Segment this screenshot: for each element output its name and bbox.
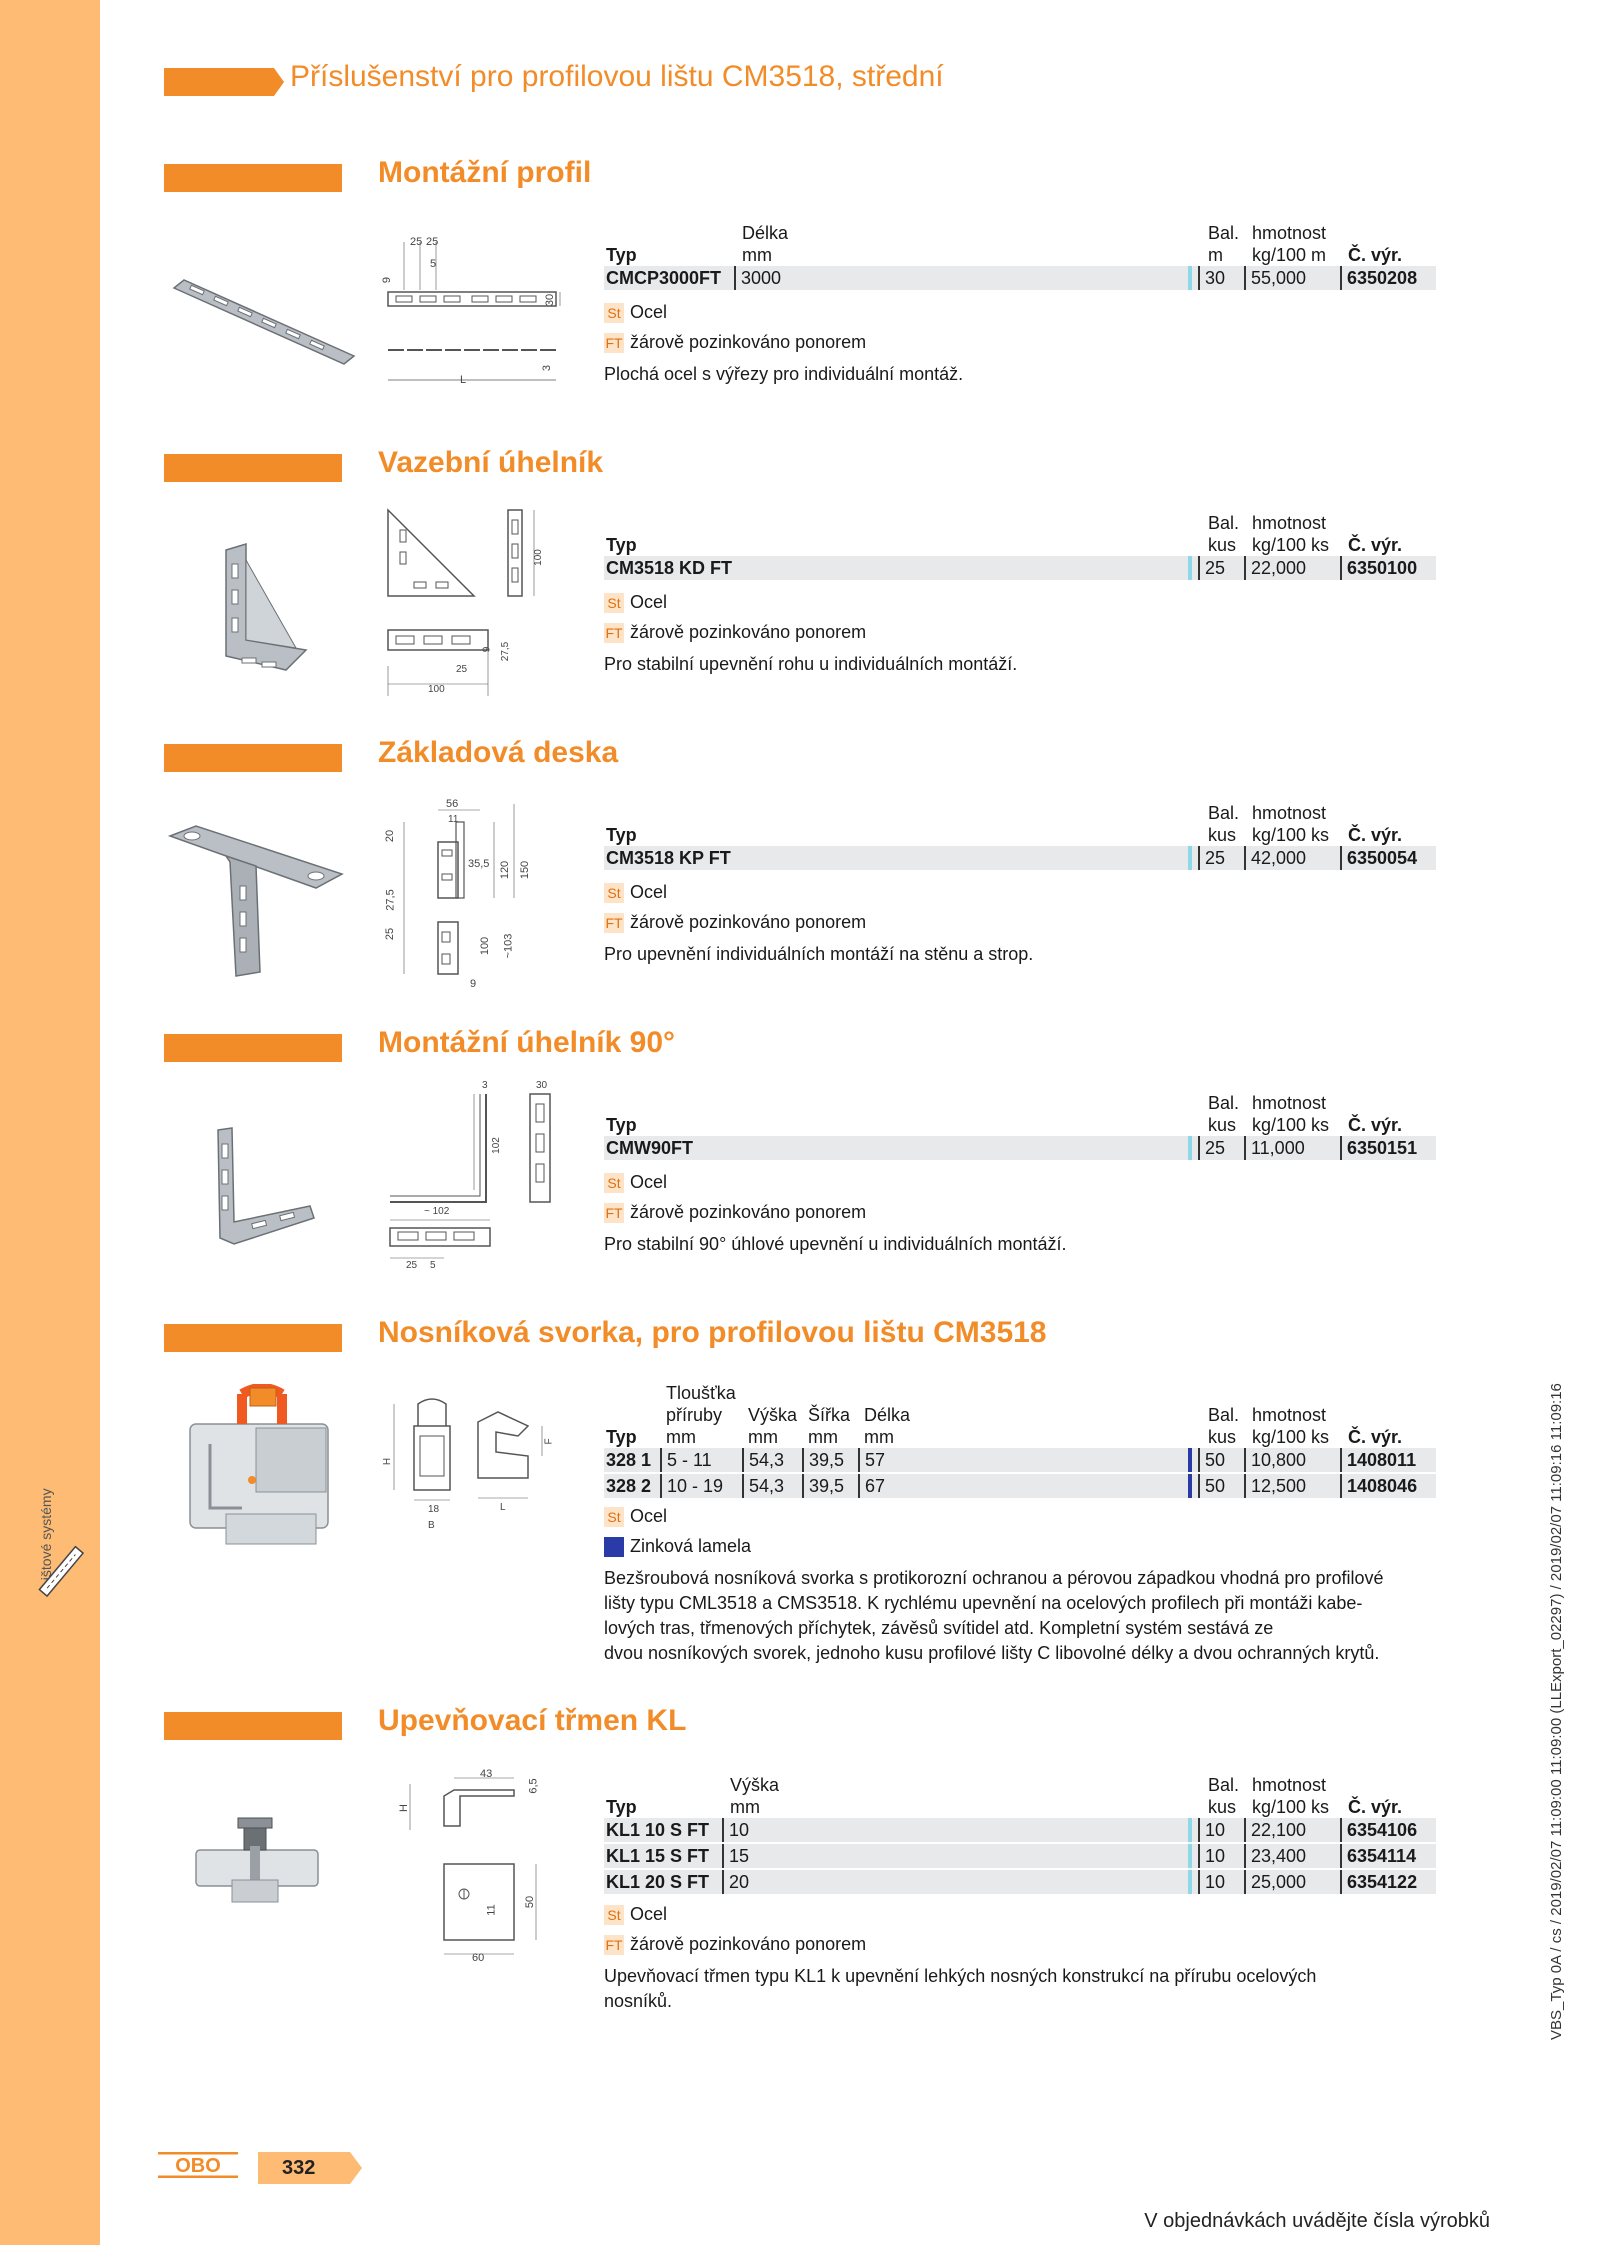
row-marker (1188, 1136, 1192, 1160)
table-row (604, 1448, 1436, 1472)
dim-label: 120 (499, 860, 512, 880)
cell-article: 6350054 (1340, 846, 1417, 870)
technical-drawing-kl-clamp (384, 1764, 564, 1964)
cell-length: 57 (858, 1448, 885, 1472)
col-header: Výška (748, 1405, 798, 1425)
cell-height: 15 (722, 1844, 749, 1868)
cell-weight: 11,000 (1244, 1136, 1305, 1160)
finish-text: Zinková lamela (630, 1536, 752, 1556)
product-description: Pro stabilní upevnění rohu u individuálních montáží. (604, 654, 1018, 674)
page-number: 332 (282, 2157, 316, 2179)
cell-pack: 25 (1198, 556, 1225, 580)
technical-drawing-base-plate (384, 794, 564, 994)
section-bar (164, 164, 342, 192)
section-bar (164, 1034, 342, 1062)
col-header: Č. výr. (1348, 1115, 1403, 1135)
material-line (604, 1902, 667, 1926)
cell-weight: 55,000 (1244, 266, 1306, 290)
product-photo-kl-clamp (192, 1806, 322, 1916)
product-photo-beam-clamp (186, 1384, 346, 1554)
cell-article: 1408046 (1340, 1474, 1417, 1498)
col-header: Bal. (1208, 803, 1240, 823)
header-bar-tip (274, 68, 284, 96)
dim-label: 100 (532, 549, 544, 566)
section-title: Nosníková svorka, pro profilovou lištu CM3518 (378, 1316, 1047, 1349)
dim-label: L (460, 374, 467, 386)
dim-label: 100 (479, 936, 492, 956)
section-title: Základová deska (378, 736, 619, 769)
cell-article: 6350208 (1340, 266, 1417, 290)
col-header: kus (1208, 825, 1237, 845)
product-table (604, 1382, 1436, 1500)
dim-label: 11 (485, 1904, 498, 1916)
col-header: kg/100 ks (1252, 1115, 1330, 1135)
dim-label: 25 (406, 1260, 418, 1271)
cell-length: 67 (858, 1474, 885, 1498)
col-header: Č. výr. (1348, 535, 1403, 555)
product-description (604, 1964, 1454, 2014)
material-line (604, 300, 667, 324)
dim-label: 25 (426, 236, 439, 248)
col-header: mm (808, 1427, 838, 1447)
col-header: Tloušťka (666, 1383, 736, 1403)
material-text: Ocel (630, 302, 668, 322)
product-photo-mounting-profile (168, 268, 358, 378)
col-header: Šířka (808, 1405, 851, 1425)
material-line (604, 880, 667, 904)
print-meta-text: VBS_Typ 0A / cs / 2019/02/07 11:09:00 11:09:00 (LLExport_02297) / 2019/02/07 11:09:16 11:09:16 (1548, 1383, 1565, 2040)
dim-label: 30 (536, 1080, 548, 1091)
dim-label: 25 (410, 236, 423, 248)
cell-article: 6354122 (1340, 1870, 1417, 1894)
desc-line: nosníků. (604, 1991, 673, 2011)
row-marker (1188, 1818, 1192, 1842)
cell-pack: 10 (1198, 1844, 1225, 1868)
dim-label: 3 (541, 364, 554, 372)
finish-code: FT (605, 1205, 623, 1222)
cell-weight: 12,500 (1244, 1474, 1306, 1498)
product-description (604, 1566, 1454, 1666)
dim-label: 100 (428, 684, 445, 695)
cell-pack: 50 (1198, 1448, 1225, 1472)
dim-label: 60 (472, 1952, 485, 1964)
desc-line: dvou nosníkových svorek, jednoho kusu profilové lišty C libovolné délky a dvou ochranných krytů. (604, 1643, 1380, 1663)
col-header: Typ (606, 1115, 637, 1135)
cell-type: CM3518 KP FT (606, 848, 731, 868)
col-header: kg/100 m (1252, 245, 1327, 265)
cell-pack: 30 (1198, 266, 1225, 290)
dim-label: 5 (430, 258, 437, 270)
col-header: Délka (742, 223, 789, 243)
material-line (604, 1504, 667, 1528)
dim-label: B (428, 1520, 435, 1531)
finish-text: žárově pozinkováno ponorem (630, 1202, 867, 1222)
col-header: kus (1208, 1115, 1237, 1135)
dim-label: H (397, 1804, 410, 1812)
cell-type: KL1 15 S FT (606, 1846, 710, 1866)
material-text: Ocel (630, 1172, 668, 1192)
table-row (604, 1474, 1436, 1498)
dim-label: 25 (456, 664, 468, 675)
section-bar (164, 744, 342, 772)
material-code: St (604, 1173, 624, 1193)
finish-text: žárově pozinkováno ponorem (630, 912, 867, 932)
obo-logo (158, 2152, 238, 2178)
cell-height: 54,3 (742, 1474, 784, 1498)
col-header: kus (1208, 535, 1237, 555)
cell-width: 39,5 (802, 1448, 844, 1472)
cell-pack: 50 (1198, 1474, 1225, 1498)
product-description: Plochá ocel s výřezy pro individuální montáž. (604, 364, 964, 384)
dim-label: ~ 102 (424, 1206, 450, 1217)
dim-label: 11 (448, 814, 459, 825)
dim-label: 43 (480, 1768, 493, 1780)
cell-type: CM3518 KD FT (606, 558, 733, 578)
col-header: Bal. (1208, 513, 1240, 533)
col-header: Typ (606, 1427, 637, 1447)
page-badge-tip (350, 2152, 362, 2184)
cell-type: 328 1 (606, 1450, 652, 1470)
cell-width: 39,5 (802, 1474, 844, 1498)
col-header: Délka (864, 1405, 911, 1425)
col-header: Bal. (1208, 1405, 1240, 1425)
desc-line: lišty typu CML3518 a CMS3518. K rychlému upevnění na ocelových profilech při montáži kabe- (604, 1593, 1363, 1613)
cell-pack: 10 (1198, 1818, 1225, 1842)
cell-type: CMW90FT (606, 1138, 693, 1158)
material-text: Ocel (630, 1904, 668, 1924)
dim-label: ~103 (502, 933, 515, 959)
finish-line (604, 620, 866, 644)
product-table (604, 802, 1436, 872)
finish-line (604, 1932, 866, 1956)
table-row (604, 266, 1436, 290)
col-header: hmotnost (1252, 803, 1327, 823)
product-photo-base-plate (166, 822, 346, 982)
material-code: St (604, 1507, 624, 1527)
product-description: Pro stabilní 90° úhlové upevnění u individuálních montáží. (604, 1234, 1067, 1254)
dim-label: 5 (430, 1260, 436, 1271)
col-header: kus (1208, 1797, 1237, 1817)
desc-line: Bezšroubová nosníková svorka s protikorozní ochranou a pérovou západkou vhodná pro profilové (604, 1568, 1384, 1588)
row-marker (1188, 1474, 1192, 1498)
col-header: Typ (606, 1797, 637, 1817)
dim-label: 9 (470, 978, 477, 990)
cell-article: 1408011 (1340, 1448, 1416, 1472)
cell-weight: 10,800 (1244, 1448, 1306, 1472)
cell-type: CMCP3000FT (606, 268, 722, 288)
col-header: kg/100 ks (1252, 1427, 1330, 1447)
technical-drawing-beam-clamp (378, 1392, 568, 1542)
material-text: Ocel (630, 592, 668, 612)
material-code: St (604, 593, 624, 613)
finish-line (604, 1200, 866, 1224)
section-bar (164, 1324, 342, 1352)
cell-article: 6350151 (1340, 1136, 1417, 1160)
finish-code: FT (605, 915, 623, 932)
finish-code: FT (605, 335, 623, 352)
row-marker (1188, 1448, 1192, 1472)
dim-label: 50 (524, 1895, 537, 1909)
cell-pack: 25 (1198, 846, 1225, 870)
dim-label: 56 (446, 798, 459, 810)
col-header: Č. výr. (1348, 1427, 1403, 1447)
dim-label: 25 (384, 927, 397, 941)
dim-label: L (500, 1502, 506, 1513)
table-row (604, 1844, 1436, 1868)
finish-line (604, 910, 866, 934)
col-header: Výška (730, 1775, 780, 1795)
col-header: hmotnost (1252, 1093, 1327, 1113)
col-header: hmotnost (1252, 1405, 1327, 1425)
dim-label: H (382, 1457, 394, 1466)
finish-text: žárově pozinkováno ponorem (630, 332, 867, 352)
table-row (604, 556, 1436, 580)
print-meta (1548, 1383, 1572, 2040)
table-row (604, 1136, 1436, 1160)
col-header: kg/100 ks (1252, 825, 1330, 845)
material-line (604, 1170, 667, 1194)
cell-weight: 22,000 (1244, 556, 1306, 580)
row-marker (1188, 1870, 1192, 1894)
row-marker (1188, 266, 1192, 290)
finish-line (604, 1534, 751, 1558)
desc-line: lových tras, třmenových příchytek, závěsů svítidel atd. Kompletní systém sestává ze (604, 1618, 1274, 1638)
row-marker (1188, 1844, 1192, 1868)
col-header: Typ (606, 535, 637, 555)
cell-flange: 5 - 11 (660, 1448, 712, 1472)
product-photo-90-angle (210, 1126, 320, 1246)
cell-weight: 25,000 (1244, 1870, 1306, 1894)
cell-article: 6354106 (1340, 1818, 1417, 1842)
cell-type: 328 2 (606, 1476, 652, 1496)
col-header: mm (666, 1427, 696, 1447)
col-header: mm (742, 245, 772, 265)
col-header: Č. výr. (1348, 1797, 1403, 1817)
desc-line: Upevňovací třmen typu KL1 k upevnění lehkých nosných konstrukcí na přírubu ocelových (604, 1966, 1317, 1986)
col-header: Č. výr. (1348, 245, 1403, 265)
col-header: Bal. (1208, 1093, 1240, 1113)
cell-height: 10 (722, 1818, 749, 1842)
col-header: Bal. (1208, 1775, 1240, 1795)
material-text: Ocel (630, 1506, 668, 1526)
material-line (604, 590, 667, 614)
dim-label: 9 (381, 276, 394, 284)
col-header: m (1208, 245, 1223, 265)
technical-drawing-mounting-profile (381, 232, 564, 392)
cell-flange: 10 - 19 (660, 1474, 723, 1498)
cell-height: 20 (722, 1870, 749, 1894)
col-header: Typ (606, 245, 637, 265)
dim-label: 3 (482, 1080, 488, 1091)
row-marker (1188, 556, 1192, 580)
col-header: mm (730, 1797, 760, 1817)
cell-type: KL1 20 S FT (606, 1872, 710, 1892)
col-header: Bal. (1208, 223, 1240, 243)
col-header: kg/100 ks (1252, 1797, 1330, 1817)
section-title: Montážní úhelník 90° (378, 1026, 676, 1059)
product-description: Pro upevnění individuálních montáží na stěnu a strop. (604, 944, 1034, 964)
section-title: Montážní profil (378, 156, 592, 189)
cell-weight: 22,100 (1244, 1818, 1306, 1842)
dim-label: 30 (544, 293, 557, 307)
dim-label: 27,5 (500, 641, 512, 662)
section-bar (164, 454, 342, 482)
finish-code: ZL (605, 1539, 623, 1556)
col-header: kg/100 ks (1252, 535, 1330, 555)
table-row (604, 1818, 1436, 1842)
side-strip (0, 0, 100, 2245)
finish-text: žárově pozinkováno ponorem (630, 1934, 867, 1954)
material-code: St (604, 303, 624, 323)
cell-weight: 23,400 (1244, 1844, 1306, 1868)
table-row (604, 846, 1436, 870)
material-code: St (604, 1905, 624, 1925)
material-text: Ocel (630, 882, 668, 902)
footer-note: V objednávkách uvádějte čísla výrobků (1144, 2210, 1490, 2232)
col-header: příruby (666, 1405, 723, 1425)
finish-text: žárově pozinkováno ponorem (630, 622, 867, 642)
cell-article: 6354114 (1340, 1844, 1416, 1868)
cell-article: 6350100 (1340, 556, 1417, 580)
rail-icon (32, 1542, 92, 1602)
product-table (604, 1092, 1436, 1162)
product-table (604, 222, 1436, 292)
material-code: St (604, 883, 624, 903)
cell-pack: 10 (1198, 1870, 1225, 1894)
header-bar (164, 68, 274, 96)
section-title: Vazební úhelník (378, 446, 604, 479)
col-header: hmotnost (1252, 1775, 1327, 1795)
dim-label: 102 (490, 1137, 502, 1154)
col-header: hmotnost (1252, 513, 1327, 533)
cell-weight: 42,000 (1244, 846, 1306, 870)
col-header: mm (864, 1427, 894, 1447)
side-label-text: Lištové systémy (38, 1488, 54, 1588)
finish-code: FT (605, 1937, 623, 1954)
dim-label: F (543, 1438, 555, 1445)
technical-drawing-corner-bracket (384, 506, 574, 706)
section-bar (164, 1712, 342, 1740)
row-marker (1188, 846, 1192, 870)
dim-label: 35,5 (468, 858, 490, 870)
product-table (604, 1774, 1436, 1896)
dim-label: 150 (519, 860, 532, 880)
col-header: Typ (606, 825, 637, 845)
dim-label: 9 (481, 646, 493, 653)
col-header: Č. výr. (1348, 825, 1403, 845)
cell-height: 54,3 (742, 1448, 784, 1472)
dim-label: 18 (428, 1504, 440, 1515)
finish-line (604, 330, 866, 354)
finish-code: FT (605, 625, 623, 642)
col-header: kus (1208, 1427, 1237, 1447)
technical-drawing-90-angle (384, 1080, 564, 1280)
dim-label: 27,5 (384, 889, 397, 911)
product-table (604, 512, 1436, 582)
cell-pack: 25 (1198, 1136, 1225, 1160)
section-title: Upevňovací třmen KL (378, 1704, 687, 1737)
cell-type: KL1 10 S FT (606, 1820, 710, 1840)
cell-length: 3000 (734, 266, 781, 290)
table-row (604, 1870, 1436, 1894)
obo-logo-text: OBO (175, 2155, 221, 2177)
page-title: Příslušenství pro profilovou lištu CM3518, střední (290, 60, 944, 93)
product-photo-corner-bracket (206, 540, 316, 680)
dim-label: 6,5 (527, 1778, 540, 1794)
dim-label: 20 (384, 829, 397, 843)
col-header: mm (748, 1427, 778, 1447)
col-header: hmotnost (1252, 223, 1327, 243)
